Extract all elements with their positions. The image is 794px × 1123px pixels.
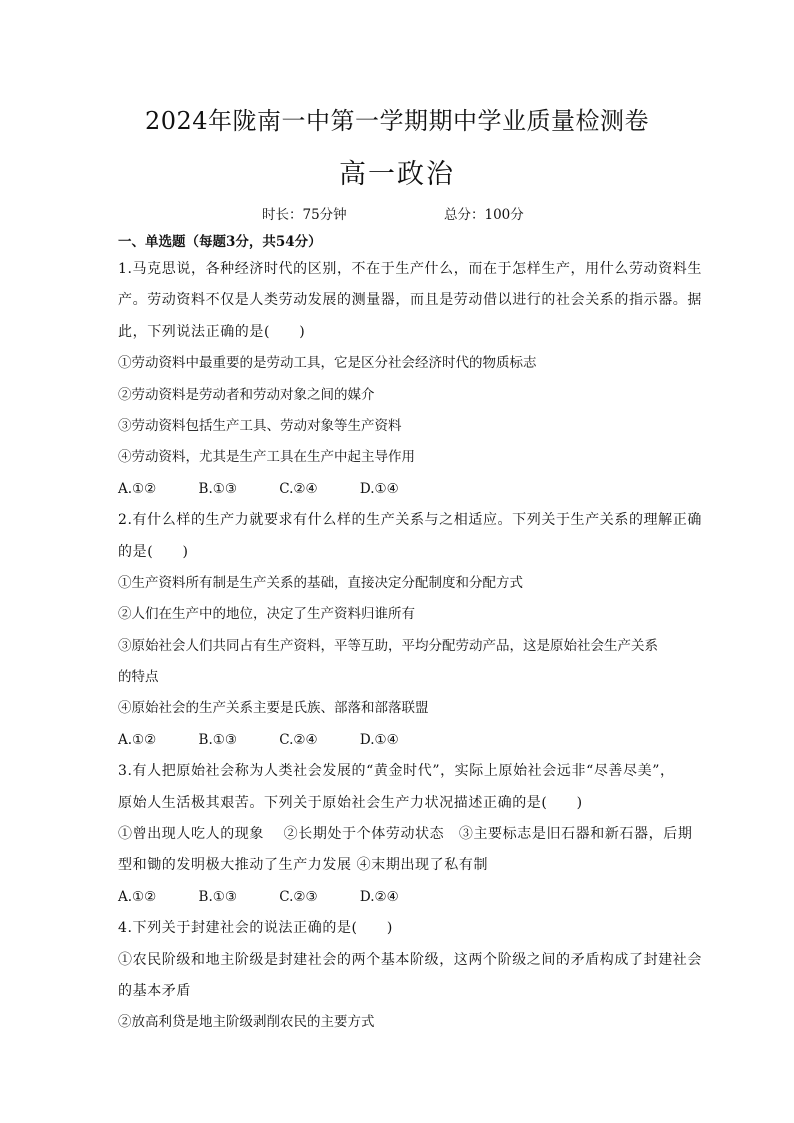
statement-option: ①农民阶级和地主阶级是封建社会的两个基本阶级，这两个阶级之间的矛盾构成了封建社会 [118, 951, 702, 968]
answer-choice-c: C.②③ [279, 888, 318, 905]
exam-body [118, 230, 702, 1039]
statement-option: 的基本矛盾 [118, 982, 191, 999]
question-stem-line: 原始人生活极其艰苦。下列关于原始社会生产力状况描述正确的是( ) [118, 794, 583, 811]
exam-title: 2024年陇南一中第一学期期中学业质量检测卷 [144, 107, 650, 135]
answer-choice-d: D.①④ [359, 731, 399, 748]
answer-choice-d: D.①④ [359, 480, 399, 497]
statement-option: ②劳动资料是劳动者和劳动对象之间的媒介 [118, 386, 375, 403]
statement-option: ③原始社会人们共同占有生产资料，平等互助，平均分配劳动产品，这是原始社会生产关系 [118, 637, 658, 654]
statement-option: 型和锄的发明极大推动了生产力发展 ④末期出现了私有制 [118, 857, 489, 874]
question-3 [118, 756, 693, 913]
answer-choice-b: B.①③ [198, 731, 237, 748]
statement-option: ④原始社会的生产关系主要是氏族、部落和部落联盟 [118, 700, 429, 717]
statement-option: ②放高利贷是地主阶级剥削农民的主要方式 [118, 1014, 375, 1031]
question-stem-line: 的是( ) [118, 543, 189, 560]
answer-choice-c: C.②④ [279, 480, 318, 497]
answer-choices [118, 725, 684, 756]
answer-choice-a: A.①② [118, 888, 157, 905]
question-stem-line: 产。劳动资料不仅是人类劳动发展的测量器，而且是劳动借以进行的社会关系的指示器。据 [118, 292, 702, 309]
question-2 [118, 505, 702, 756]
answer-choice-b: B.①③ [198, 888, 237, 905]
exam-duration: 时长：75分钟 [262, 207, 347, 223]
statement-option: ②人们在生产中的地位，决定了生产资料归谁所有 [118, 606, 415, 623]
answer-choice-d: D.②④ [359, 888, 399, 905]
answer-choices [118, 882, 684, 913]
answer-choice-c: C.②④ [279, 731, 318, 748]
question-stem-line: 3.有人把原始社会称为人类社会发展的“黄金时代”，实际上原始社会远非“尽善尽美”， [118, 763, 675, 780]
answer-choice-b: B.①③ [198, 480, 237, 497]
exam-subject: 高一政治 [339, 159, 455, 190]
section-heading: 一、单选题（每题3分，共54分） [118, 234, 322, 250]
answer-choice-a: A.①② [118, 480, 157, 497]
question-4 [118, 913, 702, 1039]
question-1 [118, 254, 702, 505]
exam-total-score: 总分：100分 [444, 207, 524, 223]
statement-option: ①曾出现人吃人的现象 ②长期处于个体劳动状态 ③主要标志是旧石器和新石器，后期 [118, 826, 693, 843]
question-stem-line: 1.马克思说，各种经济时代的区别，不在于生产什么，而在于怎样生产，用什么劳动资料生 [118, 261, 702, 277]
statement-option: ④劳动资料，尤其是生产工具在生产中起主导作用 [118, 449, 415, 466]
question-stem-line: 此，下列说法正确的是( ) [118, 323, 306, 340]
question-stem-line: 2.有什么样的生产力就要求有什么样的生产关系与之相适应。下列关于生产关系的理解正确 [118, 512, 702, 529]
question-stem-line: 4.下列关于封建社会的说法正确的是( ) [118, 920, 393, 937]
statement-option: ①劳动资料中最重要的是劳动工具，它是区分社会经济时代的物质标志 [118, 355, 537, 372]
statement-option: 的特点 [118, 669, 159, 686]
answer-choice-a: A.①② [118, 731, 157, 748]
statement-option: ③劳动资料包括生产工具、劳动对象等生产资料 [118, 417, 402, 434]
statement-option: ①生产资料所有制是生产关系的基础，直接决定分配制度和分配方式 [118, 574, 523, 591]
answer-choices [118, 474, 684, 505]
